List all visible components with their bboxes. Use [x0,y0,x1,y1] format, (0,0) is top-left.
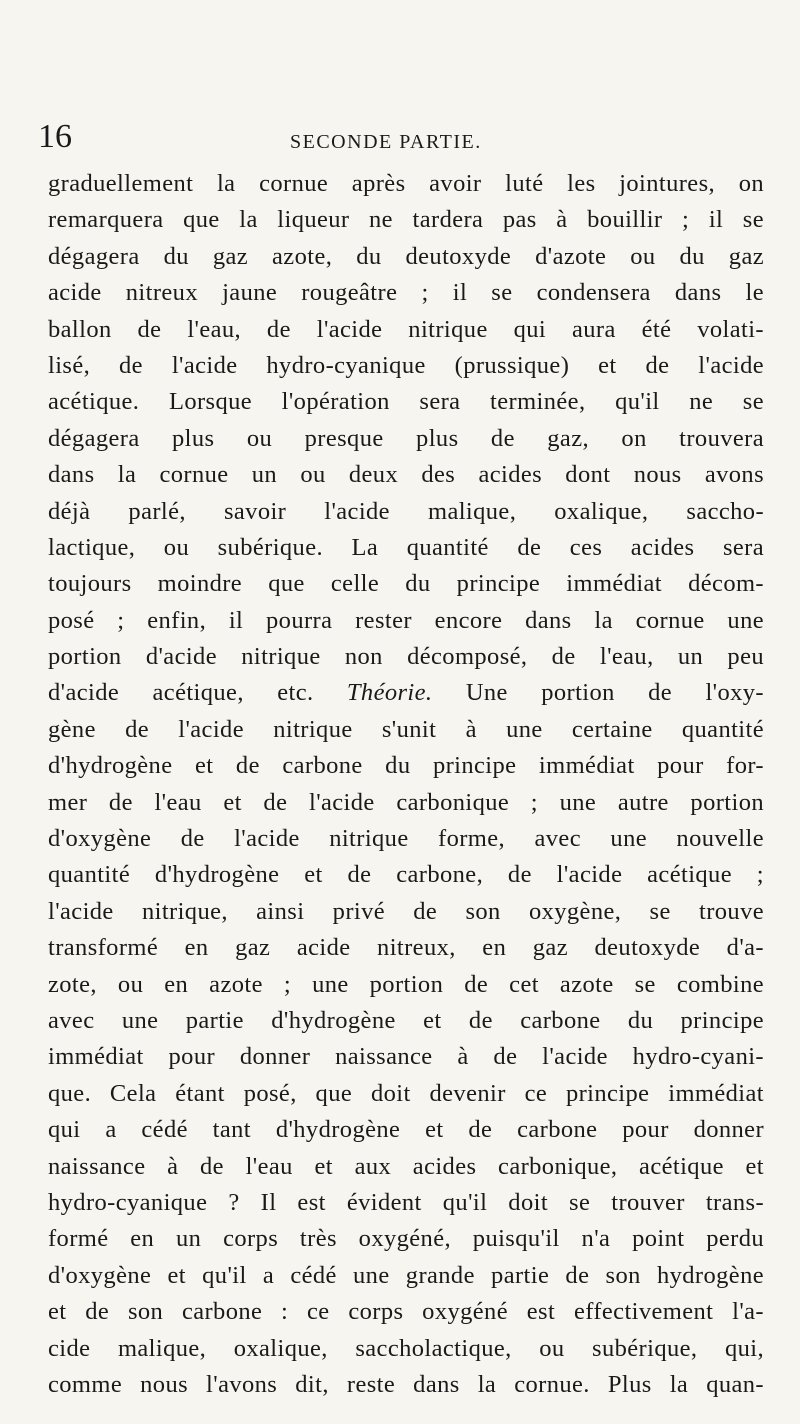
text-line: cide malique, oxalique, saccholactique, ou subérique, qui, [48,1334,764,1362]
text-line: qui a cédé tant d'hydrogène et de carbone pour donner [48,1116,764,1144]
text-line: comme nous l'avons dit, reste dans la cornue. Plus la quan- [48,1370,764,1398]
text-segment: d'acide acétique, etc. [48,679,347,707]
body-text [48,166,764,1403]
text-line: d'oxygène et qu'il a cédé une grande partie de son hydrogène [48,1261,764,1289]
text-line: gène de l'acide nitrique s'unit à une certaine quantité [48,715,764,743]
text-line: acide nitreux jaune rougeâtre ; il se condensera dans le [48,279,764,307]
italic-term-theorie: Théorie. [346,679,433,707]
text-line: et de son carbone : ce corps oxygéné est effectivement l'a- [48,1298,764,1326]
text-line: acétique. Lorsque l'opération sera terminée, qu'il ne se [48,388,764,416]
text-line: zote, ou en azote ; une portion de cet azote se combine [48,970,764,998]
running-head: SECONDE PARTIE. [290,131,482,153]
text-line: avec une partie d'hydrogène et de carbone du principe [48,1006,764,1034]
text-line: l'acide nitrique, ainsi privé de son oxygène, se trouve [48,897,764,925]
text-line-with-italic [48,675,764,711]
text-line: déjà parlé, savoir l'acide malique, oxalique, saccho- [48,497,764,525]
text-line: posé ; enfin, il pourra rester encore dans la cornue une [48,606,764,634]
text-line: lactique, ou subérique. La quantité de ces acides sera [48,533,764,561]
text-line: hydro-cyanique ? Il est évident qu'il doit se trouver trans- [48,1188,764,1216]
text-line: formé en un corps très oxygéné, puisqu'il n'a point perdu [48,1225,764,1253]
text-line: dégagera du gaz azote, du deutoxyde d'azote ou du gaz [48,242,764,270]
text-line: immédiat pour donner naissance à de l'acide hydro-cyani- [48,1043,764,1071]
text-line: d'oxygène de l'acide nitrique forme, avec une nouvelle [48,825,764,853]
text-line: dégagera plus ou presque plus de gaz, on trouvera [48,424,764,452]
text-line: lisé, de l'acide hydro-cyanique (prussique) et de l'acide [48,351,764,379]
page-header [38,118,778,164]
text-line: portion d'acide nitrique non décomposé, de l'eau, un peu [48,643,764,671]
text-line: toujours moindre que celle du principe immédiat décom- [48,570,764,598]
text-line: remarquera que la liqueur ne tardera pas à bouillir ; il se [48,206,764,234]
text-line: mer de l'eau et de l'acide carbonique ; une autre portion [48,788,764,816]
text-line: d'hydrogène et de carbone du principe immédiat pour for- [48,752,764,780]
text-line: naissance à de l'eau et aux acides carbonique, acétique et [48,1152,764,1180]
text-line: ballon de l'eau, de l'acide nitrique qui aura été volati- [48,315,764,343]
text-line: que. Cela étant posé, que doit devenir ce principe immédiat [48,1079,764,1107]
text-line: graduellement la cornue après avoir luté les jointures, on [48,170,764,197]
page-number: 16 [38,118,72,155]
text-line: dans la cornue un ou deux des acides dont nous avons [48,461,764,489]
text-line: transformé en gaz acide nitreux, en gaz deutoxyde d'a- [48,934,764,962]
text-line: quantité d'hydrogène et de carbone, de l'acide acétique ; [48,861,764,889]
text-segment: Une portion de l'oxy- [432,679,764,707]
